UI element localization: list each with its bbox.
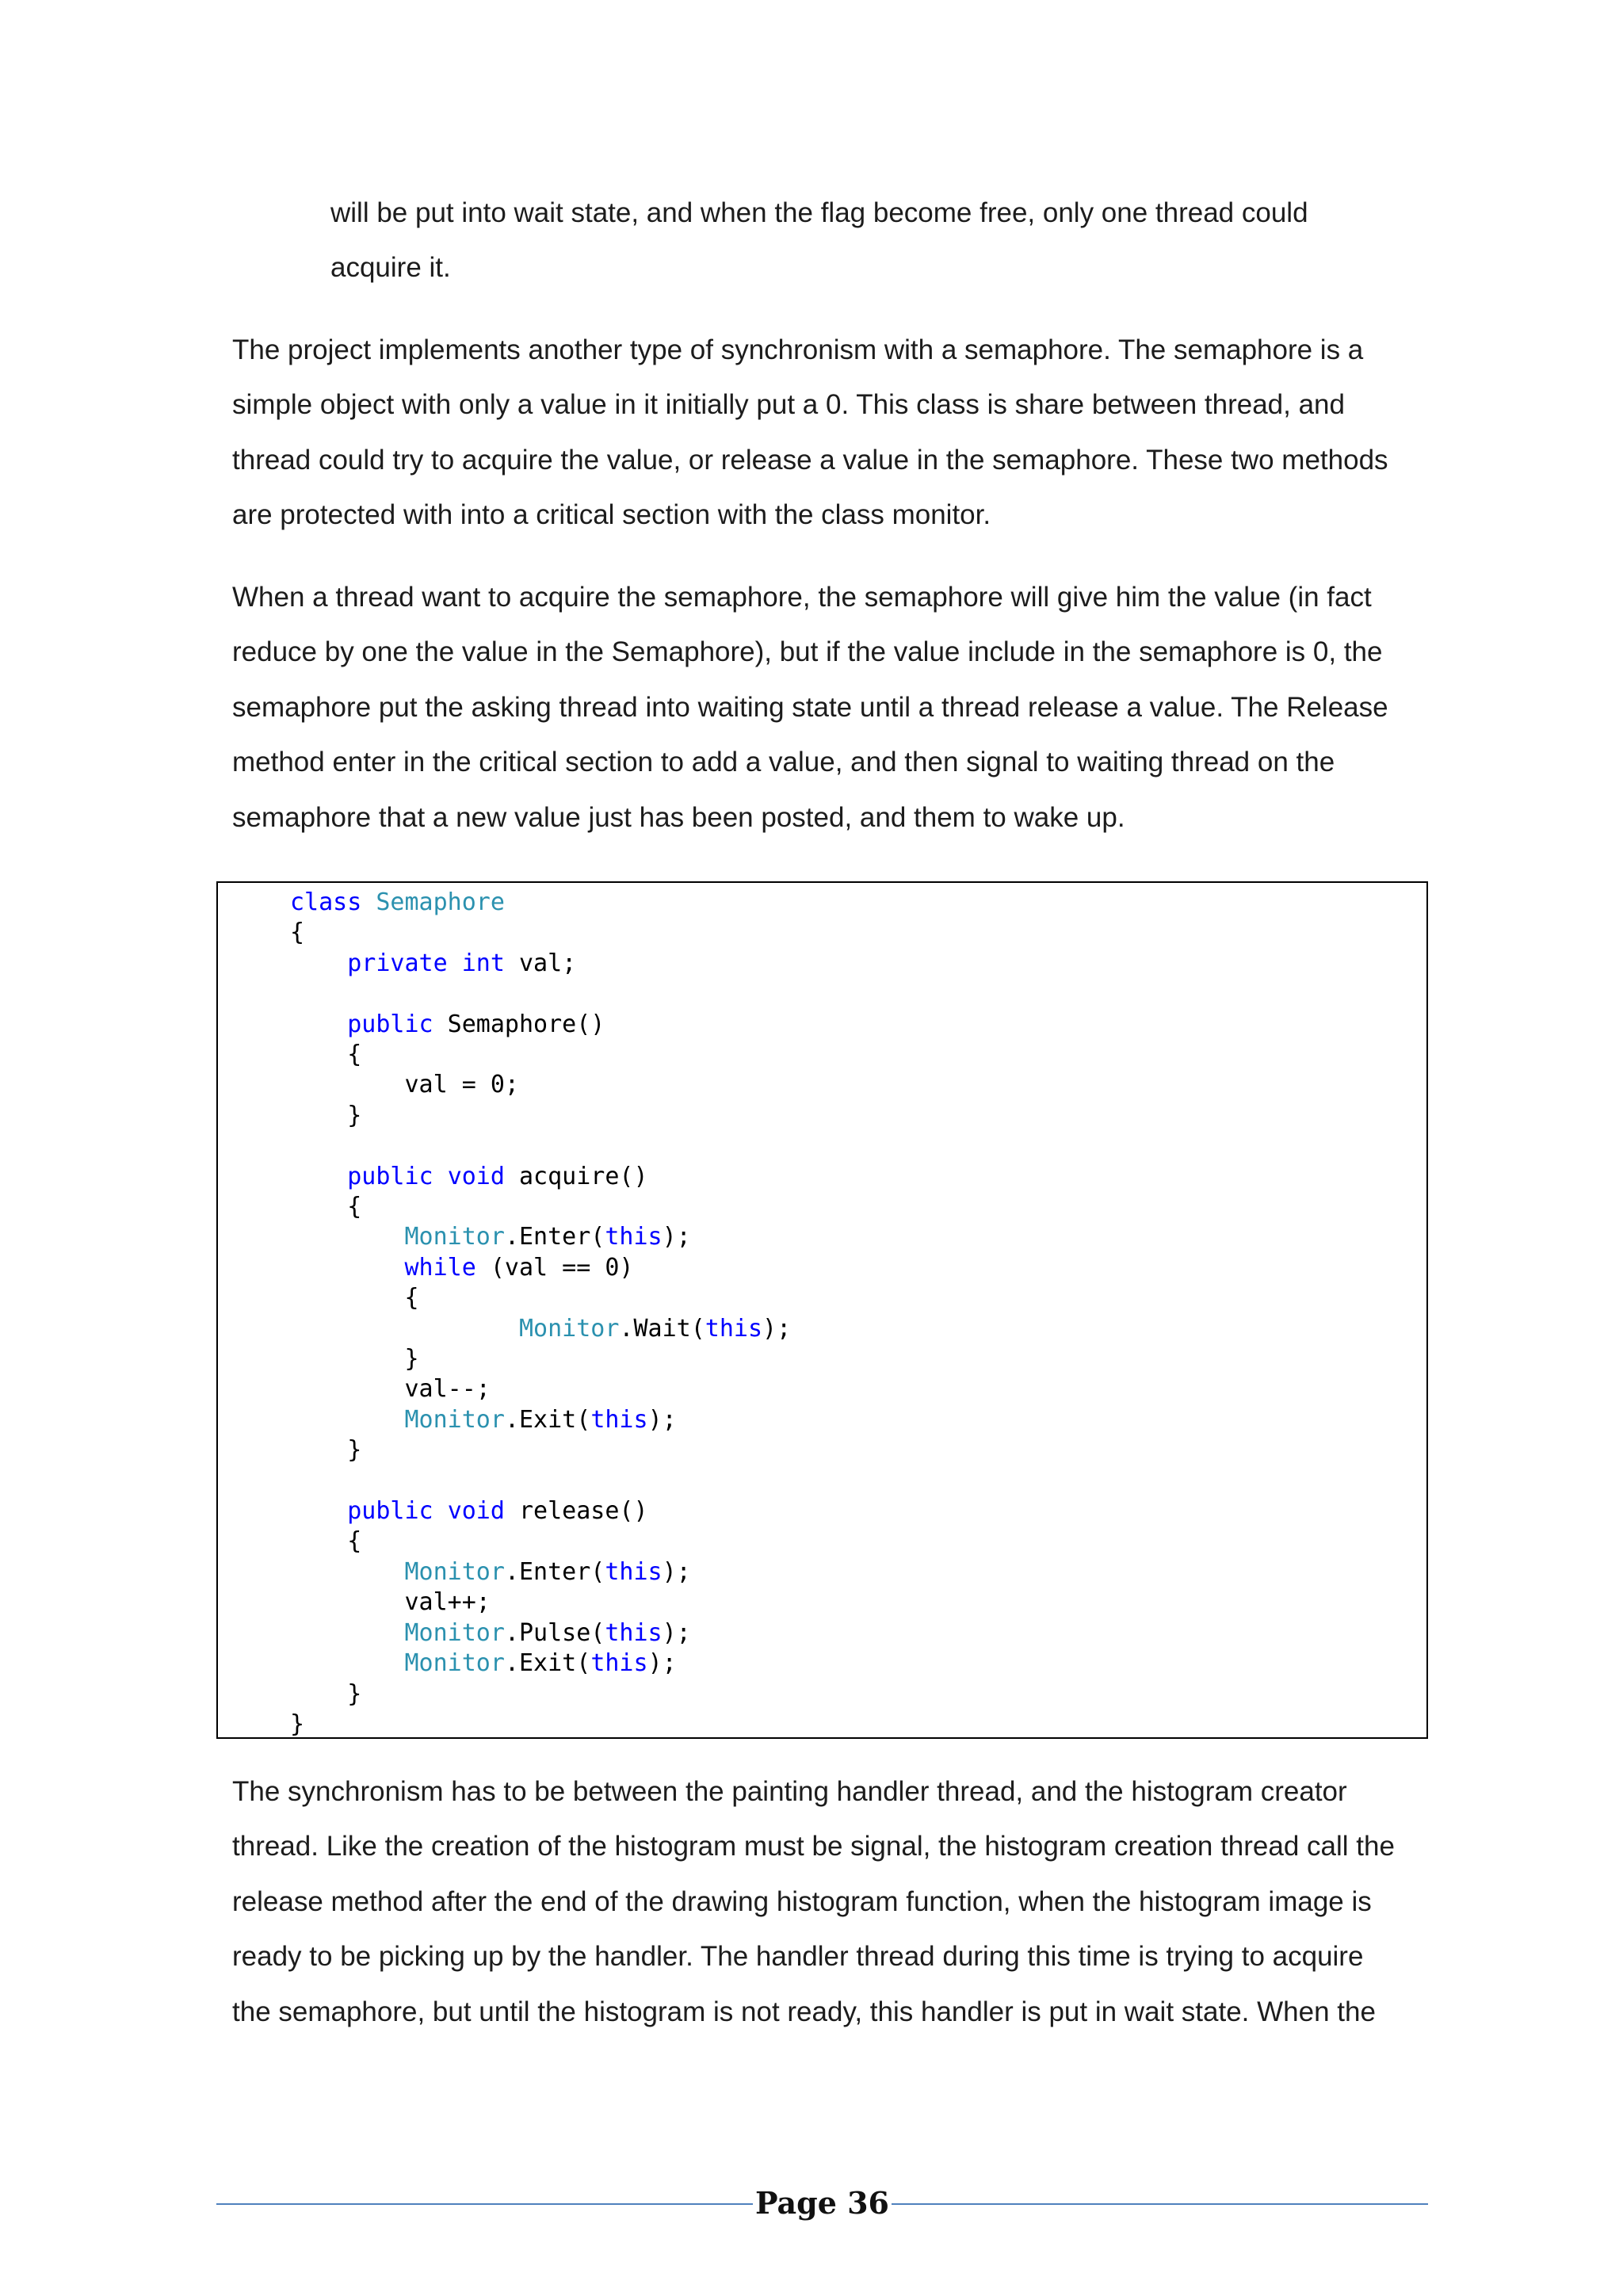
text-line: reduce by one the value in the Semaphore), but if the value include in the semaphore is 0, the [232,636,1383,668]
text-line: ready to be picking up by the handler. The handler thread during this time is trying to acquire [232,1941,1364,1973]
code-line [290,1557,791,1587]
code-keyword: private [347,949,448,977]
code-text: .Exit( [504,1649,591,1678]
code-block [290,888,791,1740]
code-text: val = 0; [404,1071,519,1099]
code-text: .Pulse( [504,1618,605,1647]
code-line [290,949,791,979]
code-line [290,1587,791,1618]
code-blank-line [290,979,791,1009]
footer-rule-right [892,2203,1428,2205]
code-blank-line [290,1131,791,1161]
code-text: release() [504,1497,648,1526]
code-listing [216,881,1428,1739]
paragraph-synchronism [232,1764,1437,2039]
code-text: { [347,1193,362,1221]
code-text: ); [662,1557,691,1586]
text-line: the semaphore, but until the histogram is not ready, this handler is put in wait state. When the [232,1996,1376,2027]
code-line [290,1010,791,1040]
code-type: Monitor [518,1314,620,1343]
text-line: semaphore put the asking thread into waiting state until a thread release a value. The Release [232,691,1388,723]
text-line: acquire it. [330,252,451,284]
text-line: method enter in the critical section to add a value, and then signal to waiting thread on the [232,747,1335,778]
code-line [290,1679,791,1710]
paragraph-continuation [330,185,1456,296]
text-line: release method after the end of the drawing histogram function, when the histogram image is [232,1885,1372,1917]
code-type: Monitor [404,1649,505,1678]
code-text: .Enter( [504,1223,605,1251]
text-line: The synchronism has to be between the painting handler thread, and the histogram creator [232,1776,1347,1807]
code-text: val; [504,949,577,977]
code-line [290,918,791,948]
code-keyword: void [447,1162,505,1190]
code-text: Semaphore() [433,1010,605,1038]
text-line: are protected with into a critical section with the class monitor. [232,499,991,531]
code-line [290,1496,791,1526]
text-line: simple object with only a value in it initially put a 0. This class is share between thread, and [232,389,1345,421]
code-line [290,1344,791,1374]
text-line: thread could try to acquire the value, or release a value in the semaphore. These two methods [232,444,1388,476]
code-line [290,1374,791,1404]
text-line: When a thread want to acquire the semaphore, the semaphore will give him the value (in fact [232,582,1372,613]
code-line [290,888,791,918]
code-line [290,1710,791,1740]
footer-rule-left [216,2203,753,2205]
code-type: Monitor [404,1405,505,1434]
code-type: Monitor [404,1223,505,1251]
code-line [290,1192,791,1222]
code-text: } [290,1710,305,1738]
code-text: { [404,1284,419,1312]
code-line [290,1648,791,1679]
code-line [290,1314,791,1344]
code-blank-line [290,1466,791,1496]
code-text: ); [762,1314,792,1343]
code-type: Monitor [404,1618,505,1647]
code-keyword: public [347,1497,433,1526]
code-line [290,1526,791,1557]
code-text: val++; [404,1588,491,1617]
code-text: { [347,1041,362,1069]
code-text: .Wait( [619,1314,705,1343]
text-line: thread. Like the creation of the histogram must be signal, the histogram creation thread call the [232,1831,1395,1862]
code-keyword: this [605,1557,663,1586]
code-line [290,1435,791,1465]
code-line [290,1070,791,1100]
code-text: } [347,1679,362,1708]
code-keyword: this [590,1649,648,1678]
code-keyword: void [447,1497,505,1526]
text-line: The project implements another type of synchronism with a semaphore. The semaphore is a [232,334,1364,365]
code-line [290,1405,791,1435]
code-keyword: public [347,1010,433,1038]
code-line [290,1618,791,1648]
code-line [290,1162,791,1192]
code-type: Semaphore [376,888,505,916]
page-number: Page 36 [754,2185,890,2221]
page-footer [216,2179,1428,2227]
code-text: } [404,1345,419,1373]
code-keyword: public [347,1162,433,1190]
code-keyword: int [461,949,505,977]
code-line [290,1040,791,1070]
code-text: ); [647,1405,677,1434]
text-line: will be put into wait state, and when the flag become free, only one thread could [330,197,1308,228]
code-text: val--; [404,1375,491,1404]
code-keyword: class [290,888,362,916]
text-line: semaphore that a new value just has been posted, and them to wake up. [232,801,1125,833]
code-keyword: while [404,1253,476,1282]
code-line [290,1222,791,1252]
code-text: ); [647,1649,677,1678]
code-text: (val == 0) [475,1253,634,1282]
paragraph-semaphore-intro [232,323,1437,543]
code-text: acquire() [504,1162,648,1190]
code-text: } [347,1101,362,1129]
code-keyword: this [705,1314,763,1343]
code-text: } [347,1436,362,1465]
code-keyword: this [605,1618,663,1647]
code-text: ); [662,1223,691,1251]
code-line [290,1101,791,1131]
code-keyword: this [590,1405,648,1434]
paragraph-acquire-release [232,570,1437,845]
code-text: .Enter( [504,1557,605,1586]
code-line [290,1253,791,1283]
code-type: Monitor [404,1557,505,1586]
code-text: ); [662,1618,691,1647]
code-text: { [290,919,305,947]
code-keyword: this [605,1223,663,1251]
code-text: .Exit( [504,1405,591,1434]
code-text: { [347,1527,362,1556]
code-line [290,1283,791,1313]
